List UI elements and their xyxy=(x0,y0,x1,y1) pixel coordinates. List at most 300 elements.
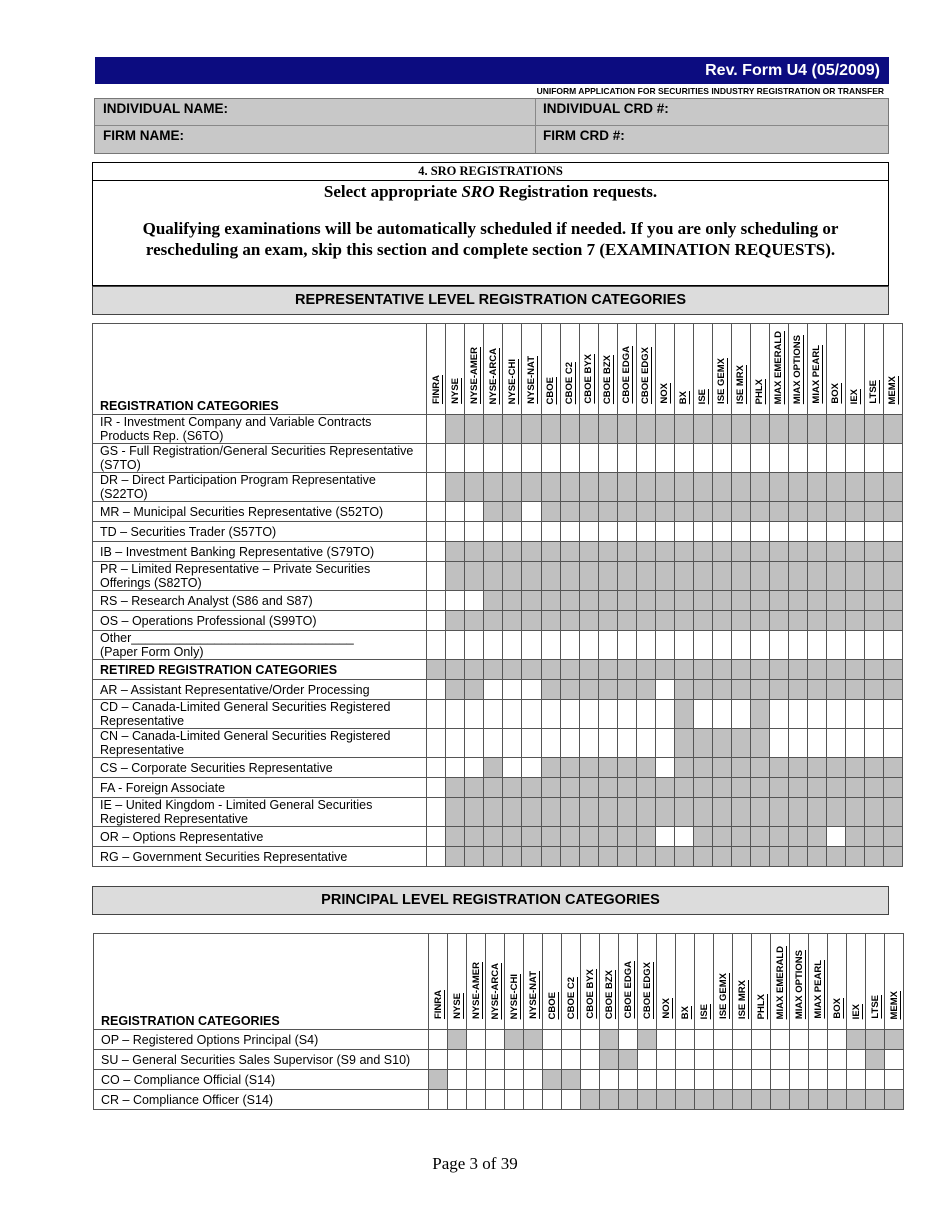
column-header-ise-gemx xyxy=(712,324,731,415)
category-text: OP – Registered Options Principal (S4) xyxy=(101,1032,319,1047)
unavailable-cell xyxy=(560,415,579,444)
registration-checkbox-cell[interactable] xyxy=(655,729,674,758)
registration-checkbox-cell[interactable] xyxy=(636,729,655,758)
registration-checkbox-cell[interactable] xyxy=(619,1030,638,1050)
registration-checkbox-cell[interactable] xyxy=(619,1070,638,1090)
registration-checkbox-cell[interactable] xyxy=(733,1030,752,1050)
registration-checkbox-cell[interactable] xyxy=(826,444,845,473)
registration-checkbox-cell[interactable] xyxy=(771,1070,790,1090)
registration-checkbox-cell[interactable] xyxy=(866,1070,885,1090)
registration-checkbox-cell[interactable] xyxy=(712,522,731,542)
registration-checkbox-cell[interactable] xyxy=(429,1090,448,1110)
column-header-cboe xyxy=(541,324,560,415)
registration-checkbox-cell[interactable] xyxy=(617,729,636,758)
registration-checkbox-cell[interactable] xyxy=(484,680,503,700)
unavailable-cell xyxy=(731,591,750,611)
registration-checkbox-cell[interactable] xyxy=(847,1050,866,1070)
registration-checkbox-cell[interactable] xyxy=(427,473,446,502)
registration-checkbox-cell[interactable] xyxy=(467,1030,486,1050)
unavailable-cell xyxy=(446,680,465,700)
registration-checkbox-cell[interactable] xyxy=(807,729,826,758)
registration-checkbox-cell[interactable] xyxy=(522,758,541,778)
registration-checkbox-cell[interactable] xyxy=(655,700,674,729)
unavailable-cell xyxy=(731,415,750,444)
registration-checkbox-cell[interactable] xyxy=(522,522,541,542)
category-text: IB – Investment Banking Representative (S79TO) xyxy=(100,544,375,559)
registration-checkbox-cell[interactable] xyxy=(883,444,902,473)
unavailable-cell xyxy=(731,562,750,591)
registration-checkbox-cell[interactable] xyxy=(733,1070,752,1090)
registration-checkbox-cell[interactable] xyxy=(524,1070,543,1090)
unavailable-cell xyxy=(598,798,617,827)
unavailable-cell xyxy=(465,847,484,867)
registration-checkbox-cell[interactable] xyxy=(693,522,712,542)
registration-checkbox-cell[interactable] xyxy=(712,631,731,660)
unavailable-cell xyxy=(809,1090,828,1110)
unavailable-cell xyxy=(695,1090,714,1110)
registration-checkbox-cell[interactable] xyxy=(598,631,617,660)
column-header-finra xyxy=(427,324,446,415)
registration-checkbox-cell[interactable] xyxy=(807,522,826,542)
registration-checkbox-cell[interactable] xyxy=(465,522,484,542)
registration-checkbox-cell[interactable] xyxy=(752,1070,771,1090)
registration-checkbox-cell[interactable] xyxy=(750,444,769,473)
table-row xyxy=(93,778,903,798)
registration-checkbox-cell[interactable] xyxy=(845,522,864,542)
registration-checkbox-cell[interactable] xyxy=(484,631,503,660)
registration-checkbox-cell[interactable] xyxy=(790,1050,809,1070)
registration-checkbox-cell[interactable] xyxy=(864,444,883,473)
unavailable-cell xyxy=(617,473,636,502)
registration-checkbox-cell[interactable] xyxy=(427,827,446,847)
table-row xyxy=(93,522,903,542)
registration-checkbox-cell[interactable] xyxy=(750,522,769,542)
registration-checkbox-cell[interactable] xyxy=(522,680,541,700)
unavailable-cell xyxy=(693,415,712,444)
registration-checkbox-cell[interactable] xyxy=(674,522,693,542)
unavailable-cell xyxy=(429,1070,448,1090)
registration-checkbox-cell[interactable] xyxy=(427,778,446,798)
column-header-nyse-chi xyxy=(505,934,524,1030)
registration-checkbox-cell[interactable] xyxy=(522,502,541,522)
registration-checkbox-cell[interactable] xyxy=(790,1030,809,1050)
unavailable-cell xyxy=(465,611,484,631)
registration-checkbox-cell[interactable] xyxy=(581,1030,600,1050)
registration-checkbox-cell[interactable] xyxy=(560,522,579,542)
registration-checkbox-cell[interactable] xyxy=(695,1050,714,1070)
registration-checkbox-cell[interactable] xyxy=(465,729,484,758)
registration-checkbox-cell[interactable] xyxy=(771,1030,790,1050)
registration-checkbox-cell[interactable] xyxy=(828,1030,847,1050)
registration-checkbox-cell[interactable] xyxy=(427,758,446,778)
registration-checkbox-cell[interactable] xyxy=(427,680,446,700)
registration-checkbox-cell[interactable] xyxy=(427,798,446,827)
registration-checkbox-cell[interactable] xyxy=(543,1030,562,1050)
registration-checkbox-cell[interactable] xyxy=(503,729,522,758)
unavailable-cell xyxy=(579,562,598,591)
unavailable-cell xyxy=(807,591,826,611)
registration-checkbox-cell[interactable] xyxy=(600,1070,619,1090)
unavailable-cell xyxy=(769,611,788,631)
unavailable-cell xyxy=(636,542,655,562)
table-row xyxy=(93,473,903,502)
unavailable-cell xyxy=(674,502,693,522)
registration-checkbox-cell[interactable] xyxy=(541,700,560,729)
registration-checkbox-cell[interactable] xyxy=(883,729,902,758)
registration-checkbox-cell[interactable] xyxy=(598,522,617,542)
registration-checkbox-cell[interactable] xyxy=(581,1050,600,1070)
registration-checkbox-cell[interactable] xyxy=(579,700,598,729)
registration-checkbox-cell[interactable] xyxy=(636,444,655,473)
unavailable-cell xyxy=(579,758,598,778)
registration-checkbox-cell[interactable] xyxy=(638,1050,657,1070)
registration-checkbox-cell[interactable] xyxy=(655,444,674,473)
registration-checkbox-cell[interactable] xyxy=(674,631,693,660)
unavailable-cell xyxy=(484,798,503,827)
registration-checkbox-cell[interactable] xyxy=(560,444,579,473)
registration-checkbox-cell[interactable] xyxy=(636,700,655,729)
registration-checkbox-cell[interactable] xyxy=(562,1030,581,1050)
registration-checkbox-cell[interactable] xyxy=(541,631,560,660)
registration-checkbox-cell[interactable] xyxy=(505,1050,524,1070)
registration-checkbox-cell[interactable] xyxy=(885,1070,904,1090)
registration-checkbox-cell[interactable] xyxy=(465,758,484,778)
unavailable-cell xyxy=(693,758,712,778)
registration-checkbox-cell[interactable] xyxy=(427,700,446,729)
registration-checkbox-cell[interactable] xyxy=(579,631,598,660)
registration-checkbox-cell[interactable] xyxy=(541,522,560,542)
registration-checkbox-cell[interactable] xyxy=(788,700,807,729)
unavailable-cell xyxy=(752,1090,771,1110)
registration-checkbox-cell[interactable] xyxy=(446,700,465,729)
registration-checkbox-cell[interactable] xyxy=(864,700,883,729)
unavailable-cell xyxy=(769,660,788,680)
unavailable-cell xyxy=(465,778,484,798)
exchange-label: CBOE EDGA xyxy=(622,961,634,1019)
unavailable-cell xyxy=(769,798,788,827)
registration-checkbox-cell[interactable] xyxy=(712,700,731,729)
registration-checkbox-cell[interactable] xyxy=(807,631,826,660)
unavailable-cell xyxy=(864,798,883,827)
registration-checkbox-cell[interactable] xyxy=(769,700,788,729)
unavailable-cell xyxy=(598,611,617,631)
registration-checkbox-cell[interactable] xyxy=(503,444,522,473)
registration-checkbox-cell[interactable] xyxy=(750,631,769,660)
registration-checkbox-cell[interactable] xyxy=(655,680,674,700)
unavailable-cell xyxy=(883,778,902,798)
registration-checkbox-cell[interactable] xyxy=(446,758,465,778)
registration-checkbox-cell[interactable] xyxy=(427,591,446,611)
registration-checkbox-cell[interactable] xyxy=(486,1030,505,1050)
registration-checkbox-cell[interactable] xyxy=(731,700,750,729)
column-header-miax-pearl xyxy=(807,324,826,415)
firm-name-label: FIRM NAME: xyxy=(103,128,184,143)
registration-checkbox-cell[interactable] xyxy=(752,1050,771,1070)
column-header-cboe-c2 xyxy=(562,934,581,1030)
registration-checkbox-cell[interactable] xyxy=(503,700,522,729)
unavailable-cell xyxy=(541,798,560,827)
registration-checkbox-cell[interactable] xyxy=(655,827,674,847)
registration-checkbox-cell[interactable] xyxy=(655,758,674,778)
registration-checkbox-cell[interactable] xyxy=(429,1030,448,1050)
registration-checkbox-cell[interactable] xyxy=(788,444,807,473)
registration-checkbox-cell[interactable] xyxy=(467,1090,486,1110)
registration-checkbox-cell[interactable] xyxy=(809,1050,828,1070)
unavailable-cell xyxy=(505,1030,524,1050)
registration-checkbox-cell[interactable] xyxy=(522,631,541,660)
registration-checkbox-cell[interactable] xyxy=(524,1090,543,1110)
registration-checkbox-cell[interactable] xyxy=(562,1050,581,1070)
unavailable-cell xyxy=(484,778,503,798)
registration-checkbox-cell[interactable] xyxy=(845,631,864,660)
registration-checkbox-cell[interactable] xyxy=(467,1070,486,1090)
registration-checkbox-cell[interactable] xyxy=(427,444,446,473)
unavailable-cell xyxy=(712,847,731,867)
registration-checkbox-cell[interactable] xyxy=(638,1070,657,1090)
column-header-cboe-bzx xyxy=(600,934,619,1030)
registration-checkbox-cell[interactable] xyxy=(522,700,541,729)
registration-checkbox-cell[interactable] xyxy=(790,1070,809,1090)
registration-checkbox-cell[interactable] xyxy=(752,1030,771,1050)
registration-checkbox-cell[interactable] xyxy=(581,1070,600,1090)
unavailable-cell xyxy=(636,758,655,778)
registration-checkbox-cell[interactable] xyxy=(788,522,807,542)
registration-checkbox-cell[interactable] xyxy=(826,631,845,660)
unavailable-cell xyxy=(503,502,522,522)
registration-checkbox-cell[interactable] xyxy=(771,1050,790,1070)
registration-checkbox-cell[interactable] xyxy=(809,1070,828,1090)
registration-checkbox-cell[interactable] xyxy=(448,1090,467,1110)
registration-checkbox-cell[interactable] xyxy=(731,522,750,542)
unavailable-cell xyxy=(522,798,541,827)
registration-checkbox-cell[interactable] xyxy=(446,591,465,611)
table-row xyxy=(93,847,903,867)
unavailable-cell xyxy=(617,562,636,591)
column-header-miax-emerald xyxy=(769,324,788,415)
registration-checkbox-cell[interactable] xyxy=(524,1050,543,1070)
registration-checkbox-cell[interactable] xyxy=(446,729,465,758)
registration-checkbox-cell[interactable] xyxy=(543,1050,562,1070)
registration-checkbox-cell[interactable] xyxy=(617,444,636,473)
registration-checkbox-cell[interactable] xyxy=(883,522,902,542)
unavailable-cell xyxy=(465,562,484,591)
registration-checkbox-cell[interactable] xyxy=(503,631,522,660)
unavailable-cell xyxy=(712,591,731,611)
registration-checkbox-cell[interactable] xyxy=(427,562,446,591)
registration-checkbox-cell[interactable] xyxy=(769,729,788,758)
registration-checkbox-cell[interactable] xyxy=(714,1070,733,1090)
unavailable-cell xyxy=(522,847,541,867)
registration-checkbox-cell[interactable] xyxy=(427,631,446,660)
registration-checkbox-cell[interactable] xyxy=(560,700,579,729)
registration-checkbox-cell[interactable] xyxy=(484,700,503,729)
registration-checkbox-cell[interactable] xyxy=(503,758,522,778)
registration-category-label xyxy=(93,660,427,680)
registration-checkbox-cell[interactable] xyxy=(826,700,845,729)
registration-checkbox-cell[interactable] xyxy=(714,1050,733,1070)
registration-checkbox-cell[interactable] xyxy=(828,1070,847,1090)
registration-checkbox-cell[interactable] xyxy=(427,502,446,522)
registration-checkbox-cell[interactable] xyxy=(467,1050,486,1070)
registration-checkbox-cell[interactable] xyxy=(560,729,579,758)
registration-checkbox-cell[interactable] xyxy=(448,1070,467,1090)
registration-checkbox-cell[interactable] xyxy=(505,1090,524,1110)
exchange-label: BOX xyxy=(830,383,842,404)
registration-checkbox-cell[interactable] xyxy=(543,1090,562,1110)
registration-checkbox-cell[interactable] xyxy=(446,631,465,660)
column-header-cboe-edga xyxy=(617,324,636,415)
registration-checkbox-cell[interactable] xyxy=(883,700,902,729)
registration-checkbox-cell[interactable] xyxy=(807,444,826,473)
unavailable-cell xyxy=(731,611,750,631)
unavailable-cell xyxy=(693,660,712,680)
registration-checkbox-cell[interactable] xyxy=(845,444,864,473)
unavailable-cell xyxy=(674,847,693,867)
registration-checkbox-cell[interactable] xyxy=(807,700,826,729)
unavailable-cell xyxy=(674,591,693,611)
exchange-label: NYSE-AMER xyxy=(468,346,480,404)
registration-checkbox-cell[interactable] xyxy=(465,502,484,522)
unavailable-cell xyxy=(522,827,541,847)
registration-checkbox-cell[interactable] xyxy=(769,631,788,660)
registration-checkbox-cell[interactable] xyxy=(769,522,788,542)
registration-checkbox-cell[interactable] xyxy=(845,729,864,758)
unavailable-cell xyxy=(847,1090,866,1110)
registration-checkbox-cell[interactable] xyxy=(826,729,845,758)
column-header-miax-options xyxy=(788,324,807,415)
registration-checkbox-cell[interactable] xyxy=(427,611,446,631)
registration-checkbox-cell[interactable] xyxy=(465,444,484,473)
registration-checkbox-cell[interactable] xyxy=(617,522,636,542)
registration-checkbox-cell[interactable] xyxy=(676,1050,695,1070)
registration-checkbox-cell[interactable] xyxy=(486,1090,505,1110)
registration-checkbox-cell[interactable] xyxy=(503,522,522,542)
registration-checkbox-cell[interactable] xyxy=(598,444,617,473)
registration-checkbox-cell[interactable] xyxy=(465,700,484,729)
column-header-nyse-amer xyxy=(465,324,484,415)
registration-checkbox-cell[interactable] xyxy=(427,542,446,562)
registration-checkbox-cell[interactable] xyxy=(505,1070,524,1090)
registration-checkbox-cell[interactable] xyxy=(560,631,579,660)
registration-checkbox-cell[interactable] xyxy=(579,444,598,473)
unavailable-cell xyxy=(674,798,693,827)
registration-checkbox-cell[interactable] xyxy=(579,522,598,542)
registration-checkbox-cell[interactable] xyxy=(657,1050,676,1070)
registration-checkbox-cell[interactable] xyxy=(826,827,845,847)
registration-checkbox-cell[interactable] xyxy=(598,729,617,758)
registration-checkbox-cell[interactable] xyxy=(448,1050,467,1070)
registration-checkbox-cell[interactable] xyxy=(676,1070,695,1090)
unavailable-cell xyxy=(807,758,826,778)
unavailable-cell xyxy=(465,660,484,680)
registration-checkbox-cell[interactable] xyxy=(427,847,446,867)
registration-checkbox-cell[interactable] xyxy=(446,502,465,522)
registration-checkbox-cell[interactable] xyxy=(883,631,902,660)
unavailable-cell xyxy=(807,611,826,631)
registration-checkbox-cell[interactable] xyxy=(809,1030,828,1050)
registration-checkbox-cell[interactable] xyxy=(465,591,484,611)
registration-checkbox-cell[interactable] xyxy=(788,631,807,660)
unavailable-cell xyxy=(636,778,655,798)
registration-checkbox-cell[interactable] xyxy=(693,444,712,473)
registration-checkbox-cell[interactable] xyxy=(541,444,560,473)
unavailable-cell xyxy=(714,1090,733,1110)
registration-checkbox-cell[interactable] xyxy=(522,729,541,758)
exchange-label: CBOE BZX xyxy=(602,354,614,404)
registration-checkbox-cell[interactable] xyxy=(617,631,636,660)
registration-checkbox-cell[interactable] xyxy=(864,729,883,758)
registration-checkbox-cell[interactable] xyxy=(655,522,674,542)
registration-checkbox-cell[interactable] xyxy=(465,631,484,660)
registration-checkbox-cell[interactable] xyxy=(845,700,864,729)
registration-checkbox-cell[interactable] xyxy=(695,1030,714,1050)
registration-checkbox-cell[interactable] xyxy=(522,444,541,473)
registration-checkbox-cell[interactable] xyxy=(674,827,693,847)
registration-checkbox-cell[interactable] xyxy=(674,444,693,473)
registration-checkbox-cell[interactable] xyxy=(733,1050,752,1070)
registration-checkbox-cell[interactable] xyxy=(636,631,655,660)
individual-name-label: INDIVIDUAL NAME: xyxy=(103,101,229,116)
registration-checkbox-cell[interactable] xyxy=(864,631,883,660)
registration-checkbox-cell[interactable] xyxy=(769,444,788,473)
registration-checkbox-cell[interactable] xyxy=(657,1030,676,1050)
registration-checkbox-cell[interactable] xyxy=(486,1070,505,1090)
registration-checkbox-cell[interactable] xyxy=(731,444,750,473)
registration-checkbox-cell[interactable] xyxy=(885,1050,904,1070)
registration-checkbox-cell[interactable] xyxy=(695,1070,714,1090)
registration-checkbox-cell[interactable] xyxy=(714,1030,733,1050)
registration-checkbox-cell[interactable] xyxy=(486,1050,505,1070)
registration-checkbox-cell[interactable] xyxy=(562,1090,581,1110)
registration-checkbox-cell[interactable] xyxy=(731,631,750,660)
registration-checkbox-cell[interactable] xyxy=(484,522,503,542)
registration-checkbox-cell[interactable] xyxy=(429,1050,448,1070)
registration-checkbox-cell[interactable] xyxy=(826,522,845,542)
registration-checkbox-cell[interactable] xyxy=(541,729,560,758)
registration-checkbox-cell[interactable] xyxy=(636,522,655,542)
column-header-phlx xyxy=(752,934,771,1030)
registration-checkbox-cell[interactable] xyxy=(655,631,674,660)
registration-checkbox-cell[interactable] xyxy=(446,444,465,473)
registration-checkbox-cell[interactable] xyxy=(712,444,731,473)
registration-checkbox-cell[interactable] xyxy=(579,729,598,758)
registration-checkbox-cell[interactable] xyxy=(427,415,446,444)
unavailable-cell xyxy=(579,542,598,562)
unavailable-cell xyxy=(655,473,674,502)
unavailable-cell xyxy=(693,680,712,700)
registration-checkbox-cell[interactable] xyxy=(847,1070,866,1090)
registration-checkbox-cell[interactable] xyxy=(427,729,446,758)
unavailable-cell xyxy=(693,473,712,502)
registration-category-label xyxy=(93,680,427,700)
registration-checkbox-cell[interactable] xyxy=(788,729,807,758)
registration-checkbox-cell[interactable] xyxy=(617,700,636,729)
registration-checkbox-cell[interactable] xyxy=(676,1030,695,1050)
registration-checkbox-cell[interactable] xyxy=(657,1070,676,1090)
registration-checkbox-cell[interactable] xyxy=(503,680,522,700)
registration-checkbox-cell[interactable] xyxy=(484,444,503,473)
registration-checkbox-cell[interactable] xyxy=(693,700,712,729)
registration-checkbox-cell[interactable] xyxy=(484,729,503,758)
unavailable-cell xyxy=(712,473,731,502)
registration-checkbox-cell[interactable] xyxy=(598,700,617,729)
registration-checkbox-cell[interactable] xyxy=(446,522,465,542)
unavailable-cell xyxy=(617,778,636,798)
registration-checkbox-cell[interactable] xyxy=(864,522,883,542)
registration-checkbox-cell[interactable] xyxy=(693,631,712,660)
registration-checkbox-cell[interactable] xyxy=(427,522,446,542)
registration-checkbox-cell[interactable] xyxy=(828,1050,847,1070)
